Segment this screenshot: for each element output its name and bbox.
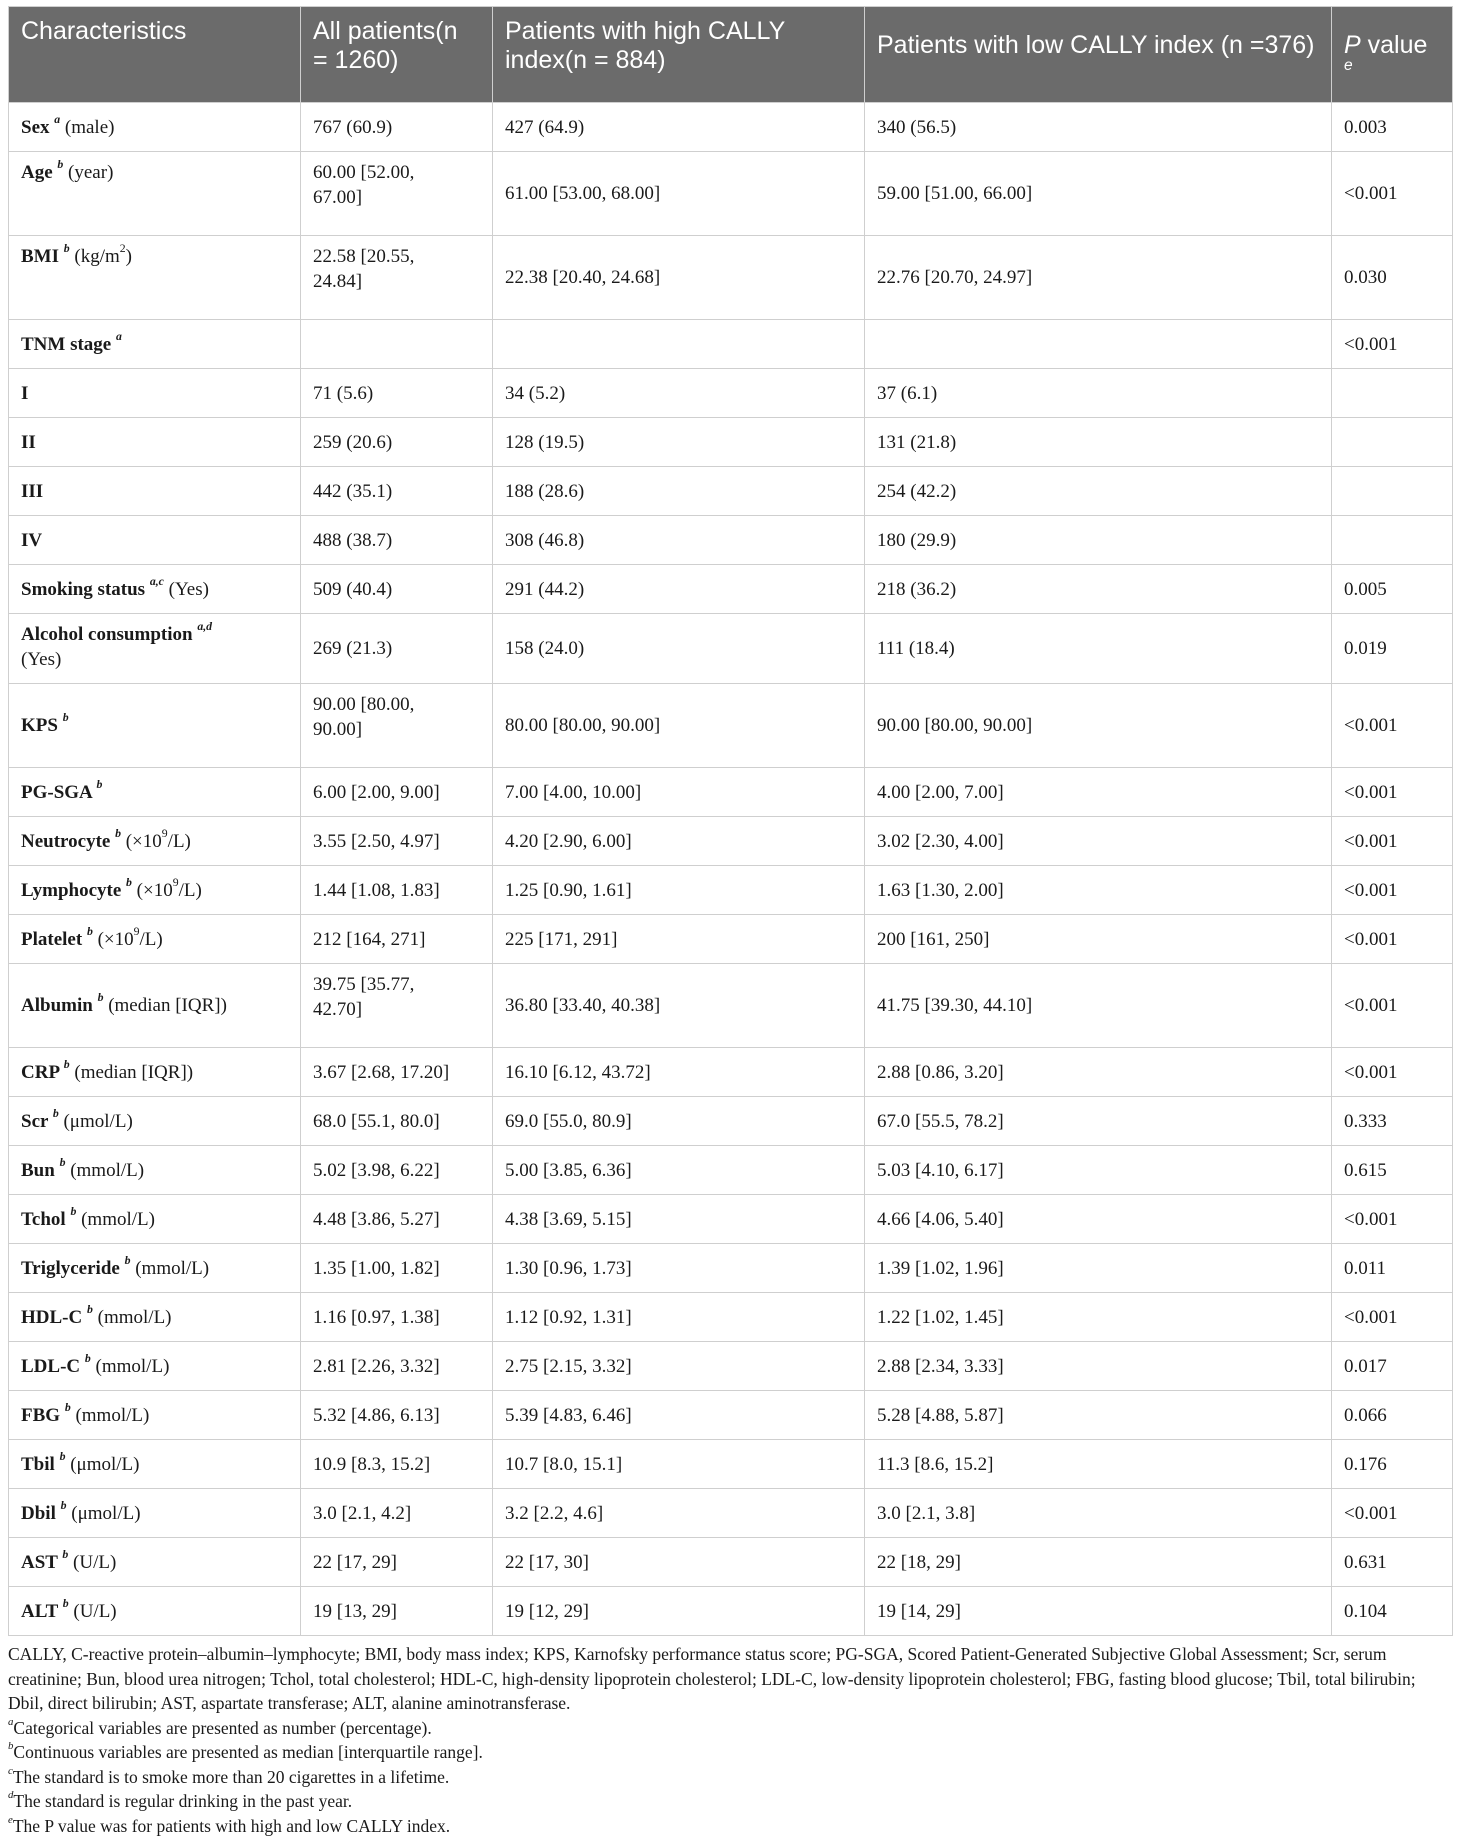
cell-all-patients: 22.58 [20.55, 24.84] bbox=[301, 236, 493, 320]
cell-low-cally: 22 [18, 29] bbox=[865, 1538, 1332, 1587]
cell-p-value: <0.001 bbox=[1332, 964, 1453, 1048]
cell-high-cally: 1.25 [0.90, 1.61] bbox=[493, 866, 865, 915]
abbreviations-note: CALLY, C-reactive protein–albumin–lymphocyte; BMI, body mass index; KPS, Karnofsky performance status score; PG-SGA, Scored Patient-Generated Subjective Global Assessment; Scr, serum creatinine; Bun, blood urea nitrogen; Tchol, total cholesterol; HDL-C, high-density lipoprotein cholesterol; LDL-C, low-density lipoprotein cholesterol; FBG, fasting blood glucose; Tbil, total bilirubin; Dbil, direct bilirubin; AST, aspartate transferase; ALT, alanine aminotransferase. bbox=[8, 1642, 1452, 1716]
cell-all-patients: 5.32 [4.86, 6.13] bbox=[301, 1391, 493, 1440]
cell-all-patients: 488 (38.7) bbox=[301, 516, 493, 565]
cell-low-cally: 41.75 [39.30, 44.10] bbox=[865, 964, 1332, 1048]
cell-high-cally: 4.38 [3.69, 5.15] bbox=[493, 1195, 865, 1244]
cell-p-value bbox=[1332, 516, 1453, 565]
cell-all-patients: 68.0 [55.1, 80.0] bbox=[301, 1097, 493, 1146]
cell-p-value: 0.003 bbox=[1332, 103, 1453, 152]
footnote-d: $^d$The standard is regular drinking in the past year. bbox=[8, 1789, 1452, 1814]
cell-characteristic: Alcohol consumption $^{a,d}$ (Yes) bbox=[9, 614, 301, 684]
cell-low-cally: 22.76 [20.70, 24.97] bbox=[865, 236, 1332, 320]
cell-p-value: <0.001 bbox=[1332, 1293, 1453, 1342]
cell-all-patients: 1.16 [0.97, 1.38] bbox=[301, 1293, 493, 1342]
table-row bbox=[9, 1244, 1453, 1293]
cell-high-cally: 19 [12, 29] bbox=[493, 1587, 865, 1636]
cell-characteristic: Age $^b$ (year) bbox=[9, 152, 301, 236]
cell-high-cally: 2.75 [2.15, 3.32] bbox=[493, 1342, 865, 1391]
cell-low-cally: 11.3 [8.6, 15.2] bbox=[865, 1440, 1332, 1489]
table-row bbox=[9, 320, 1453, 369]
cell-p-value: 0.005 bbox=[1332, 565, 1453, 614]
cell-high-cally: 291 (44.2) bbox=[493, 565, 865, 614]
table-row bbox=[9, 1440, 1453, 1489]
cell-p-value: <0.001 bbox=[1332, 1195, 1453, 1244]
cell-high-cally: 22.38 [20.40, 24.68] bbox=[493, 236, 865, 320]
cell-characteristic: IV bbox=[9, 516, 301, 565]
table-row bbox=[9, 103, 1453, 152]
cell-p-value: <0.001 bbox=[1332, 320, 1453, 369]
cell-low-cally: 218 (36.2) bbox=[865, 565, 1332, 614]
cell-all-patients: 60.00 [52.00, 67.00] bbox=[301, 152, 493, 236]
cell-p-value: 0.176 bbox=[1332, 1440, 1453, 1489]
cell-p-value: <0.001 bbox=[1332, 1048, 1453, 1097]
table-row bbox=[9, 1342, 1453, 1391]
cell-characteristic: III bbox=[9, 467, 301, 516]
footnote-c: $^c$The standard is to smoke more than 20 cigarettes in a lifetime. bbox=[8, 1765, 1452, 1790]
cell-low-cally: 180 (29.9) bbox=[865, 516, 1332, 565]
cell-low-cally: 2.88 [2.34, 3.33] bbox=[865, 1342, 1332, 1391]
cell-all-patients: 10.9 [8.3, 15.2] bbox=[301, 1440, 493, 1489]
cell-p-value: <0.001 bbox=[1332, 1489, 1453, 1538]
cell-p-value: <0.001 bbox=[1332, 684, 1453, 768]
cell-all-patients: 442 (35.1) bbox=[301, 467, 493, 516]
cell-all-patients: 39.75 [35.77, 42.70] bbox=[301, 964, 493, 1048]
cell-characteristic: KPS $^b$ bbox=[9, 684, 301, 768]
table-container bbox=[8, 6, 1452, 1838]
table-row bbox=[9, 516, 1453, 565]
cell-low-cally: 200 [161, 250] bbox=[865, 915, 1332, 964]
cell-p-value bbox=[1332, 467, 1453, 516]
cell-p-value: 0.631 bbox=[1332, 1538, 1453, 1587]
cell-high-cally: 1.30 [0.96, 1.73] bbox=[493, 1244, 865, 1293]
cell-all-patients: 212 [164, 271] bbox=[301, 915, 493, 964]
table-row bbox=[9, 467, 1453, 516]
cell-p-value: 0.615 bbox=[1332, 1146, 1453, 1195]
header-low-cally: Patients with low CALLY index (n =376) bbox=[865, 7, 1332, 103]
cell-high-cally: 80.00 [80.00, 90.00] bbox=[493, 684, 865, 768]
cell-p-value: 0.030 bbox=[1332, 236, 1453, 320]
table-row bbox=[9, 1391, 1453, 1440]
cell-high-cally: 5.39 [4.83, 6.46] bbox=[493, 1391, 865, 1440]
cell-all-patients: 3.55 [2.50, 4.97] bbox=[301, 817, 493, 866]
cell-high-cally: 308 (46.8) bbox=[493, 516, 865, 565]
table-row bbox=[9, 768, 1453, 817]
cell-high-cally: 10.7 [8.0, 15.1] bbox=[493, 1440, 865, 1489]
cell-low-cally: 67.0 [55.5, 78.2] bbox=[865, 1097, 1332, 1146]
table-row bbox=[9, 1048, 1453, 1097]
cell-high-cally: 188 (28.6) bbox=[493, 467, 865, 516]
cell-all-patients: 1.44 [1.08, 1.83] bbox=[301, 866, 493, 915]
cell-characteristic: PG-SGA $^b$ bbox=[9, 768, 301, 817]
cell-high-cally: 5.00 [3.85, 6.36] bbox=[493, 1146, 865, 1195]
cell-all-patients: 90.00 [80.00, 90.00] bbox=[301, 684, 493, 768]
cell-characteristic: BMI $^b$ $(kg/m^2)$ bbox=[9, 236, 301, 320]
cell-all-patients: 6.00 [2.00, 9.00] bbox=[301, 768, 493, 817]
cell-low-cally bbox=[865, 320, 1332, 369]
cell-all-patients: 269 (21.3) bbox=[301, 614, 493, 684]
cell-all-patients: 3.0 [2.1, 4.2] bbox=[301, 1489, 493, 1538]
footnote-e: $^e$The P value was for patients with high and low CALLY index. bbox=[8, 1814, 1452, 1838]
cell-low-cally: 59.00 [51.00, 66.00] bbox=[865, 152, 1332, 236]
cell-high-cally bbox=[493, 320, 865, 369]
cell-characteristic: CRP $^b$ (median [IQR]) bbox=[9, 1048, 301, 1097]
header-p-value: P value $^e$ bbox=[1332, 7, 1453, 103]
cell-low-cally: 4.00 [2.00, 7.00] bbox=[865, 768, 1332, 817]
cell-characteristic: Neutrocyte $^b$ $(\times 10^9/L)$ bbox=[9, 817, 301, 866]
cell-all-patients: 5.02 [3.98, 6.22] bbox=[301, 1146, 493, 1195]
cell-characteristic: Albumin $^b$ (median [IQR]) bbox=[9, 964, 301, 1048]
cell-low-cally: 19 [14, 29] bbox=[865, 1587, 1332, 1636]
cell-p-value: 0.017 bbox=[1332, 1342, 1453, 1391]
cell-high-cally: 16.10 [6.12, 43.72] bbox=[493, 1048, 865, 1097]
cell-high-cally: 7.00 [4.00, 10.00] bbox=[493, 768, 865, 817]
table-row bbox=[9, 1587, 1453, 1636]
cell-characteristic: Tchol $^b$ (mmol/L) bbox=[9, 1195, 301, 1244]
cell-p-value: 0.019 bbox=[1332, 614, 1453, 684]
table-row bbox=[9, 1146, 1453, 1195]
cell-high-cally: 158 (24.0) bbox=[493, 614, 865, 684]
cell-low-cally: 5.03 [4.10, 6.17] bbox=[865, 1146, 1332, 1195]
cell-all-patients: 509 (40.4) bbox=[301, 565, 493, 614]
cell-low-cally: 5.28 [4.88, 5.87] bbox=[865, 1391, 1332, 1440]
cell-characteristic: Lymphocyte $^b$ $(\times 10^9/L)$ bbox=[9, 866, 301, 915]
cell-low-cally: 3.0 [2.1, 3.8] bbox=[865, 1489, 1332, 1538]
cell-low-cally: 131 (21.8) bbox=[865, 418, 1332, 467]
cell-characteristic: TNM stage $^a$ bbox=[9, 320, 301, 369]
cell-characteristic: ALT $^b$ (U/L) bbox=[9, 1587, 301, 1636]
cell-high-cally: 225 [171, 291] bbox=[493, 915, 865, 964]
cell-characteristic: LDL-C $^b$ (mmol/L) bbox=[9, 1342, 301, 1391]
cell-all-patients: 4.48 [3.86, 5.27] bbox=[301, 1195, 493, 1244]
cell-all-patients: 1.35 [1.00, 1.82] bbox=[301, 1244, 493, 1293]
cell-all-patients: 22 [17, 29] bbox=[301, 1538, 493, 1587]
cell-characteristic: Triglyceride $^b$ (mmol/L) bbox=[9, 1244, 301, 1293]
table-row bbox=[9, 1195, 1453, 1244]
cell-high-cally: 427 (64.9) bbox=[493, 103, 865, 152]
cell-low-cally: 111 (18.4) bbox=[865, 614, 1332, 684]
cell-characteristic: Tbil $^b$ (μmol/L) bbox=[9, 1440, 301, 1489]
table-row bbox=[9, 1097, 1453, 1146]
cell-high-cally: 3.2 [2.2, 4.6] bbox=[493, 1489, 865, 1538]
cell-characteristic: FBG $^b$ (mmol/L) bbox=[9, 1391, 301, 1440]
cell-low-cally: 3.02 [2.30, 4.00] bbox=[865, 817, 1332, 866]
table-row bbox=[9, 369, 1453, 418]
cell-low-cally: 90.00 [80.00, 90.00] bbox=[865, 684, 1332, 768]
cell-characteristic: AST $^b$ (U/L) bbox=[9, 1538, 301, 1587]
cell-high-cally: 1.12 [0.92, 1.31] bbox=[493, 1293, 865, 1342]
cell-p-value: 0.011 bbox=[1332, 1244, 1453, 1293]
header-high-cally: Patients with high CALLY index(n = 884) bbox=[493, 7, 865, 103]
cell-p-value bbox=[1332, 369, 1453, 418]
cell-low-cally: 1.39 [1.02, 1.96] bbox=[865, 1244, 1332, 1293]
table-row bbox=[9, 236, 1453, 320]
cell-p-value: 0.333 bbox=[1332, 1097, 1453, 1146]
table-row bbox=[9, 1293, 1453, 1342]
cell-all-patients: 767 (60.9) bbox=[301, 103, 493, 152]
table-row bbox=[9, 866, 1453, 915]
header-characteristics: Characteristics bbox=[9, 7, 301, 103]
cell-low-cally: 1.22 [1.02, 1.45] bbox=[865, 1293, 1332, 1342]
cell-characteristic: Sex $^a$ (male) bbox=[9, 103, 301, 152]
cell-high-cally: 61.00 [53.00, 68.00] bbox=[493, 152, 865, 236]
cell-all-patients: 2.81 [2.26, 3.32] bbox=[301, 1342, 493, 1391]
cell-all-patients: 259 (20.6) bbox=[301, 418, 493, 467]
cell-characteristic: Scr $^b$ (μmol/L) bbox=[9, 1097, 301, 1146]
cell-low-cally: 254 (42.2) bbox=[865, 467, 1332, 516]
table-header bbox=[9, 7, 1453, 103]
cell-high-cally: 4.20 [2.90, 6.00] bbox=[493, 817, 865, 866]
characteristics-table bbox=[8, 6, 1453, 1636]
cell-high-cally: 128 (19.5) bbox=[493, 418, 865, 467]
table-row bbox=[9, 565, 1453, 614]
cell-p-value: <0.001 bbox=[1332, 768, 1453, 817]
cell-low-cally: 37 (6.1) bbox=[865, 369, 1332, 418]
cell-low-cally: 4.66 [4.06, 5.40] bbox=[865, 1195, 1332, 1244]
cell-high-cally: 22 [17, 30] bbox=[493, 1538, 865, 1587]
cell-characteristic: Smoking status $^{a,c}$ (Yes) bbox=[9, 565, 301, 614]
header-all-patients: All patients(n = 1260) bbox=[301, 7, 493, 103]
cell-characteristic: Platelet $^b$ $(\times 10^9/L)$ bbox=[9, 915, 301, 964]
cell-p-value: 0.104 bbox=[1332, 1587, 1453, 1636]
cell-low-cally: 340 (56.5) bbox=[865, 103, 1332, 152]
cell-p-value: <0.001 bbox=[1332, 866, 1453, 915]
cell-all-patients bbox=[301, 320, 493, 369]
table-row bbox=[9, 1489, 1453, 1538]
cell-p-value bbox=[1332, 418, 1453, 467]
table-row bbox=[9, 915, 1453, 964]
cell-characteristic: HDL-C $^b$ (mmol/L) bbox=[9, 1293, 301, 1342]
table-row bbox=[9, 684, 1453, 768]
cell-high-cally: 69.0 [55.0, 80.9] bbox=[493, 1097, 865, 1146]
cell-characteristic: II bbox=[9, 418, 301, 467]
cell-high-cally: 36.80 [33.40, 40.38] bbox=[493, 964, 865, 1048]
cell-p-value: 0.066 bbox=[1332, 1391, 1453, 1440]
cell-characteristic: I bbox=[9, 369, 301, 418]
cell-all-patients: 71 (5.6) bbox=[301, 369, 493, 418]
cell-all-patients: 3.67 [2.68, 17.20] bbox=[301, 1048, 493, 1097]
cell-low-cally: 1.63 [1.30, 2.00] bbox=[865, 866, 1332, 915]
cell-high-cally: 34 (5.2) bbox=[493, 369, 865, 418]
table-row bbox=[9, 418, 1453, 467]
table-row bbox=[9, 152, 1453, 236]
cell-p-value: <0.001 bbox=[1332, 152, 1453, 236]
table-row bbox=[9, 817, 1453, 866]
table-row bbox=[9, 1538, 1453, 1587]
footnote-a: $^a$Categorical variables are presented as number (percentage). bbox=[8, 1716, 1452, 1741]
table-footnotes bbox=[8, 1642, 1452, 1838]
cell-p-value: <0.001 bbox=[1332, 817, 1453, 866]
cell-p-value: <0.001 bbox=[1332, 915, 1453, 964]
footnote-b: $^b$Continuous variables are presented as median [interquartile range]. bbox=[8, 1740, 1452, 1765]
cell-all-patients: 19 [13, 29] bbox=[301, 1587, 493, 1636]
table-row bbox=[9, 614, 1453, 684]
cell-characteristic: Dbil $^b$ (μmol/L) bbox=[9, 1489, 301, 1538]
cell-low-cally: 2.88 [0.86, 3.20] bbox=[865, 1048, 1332, 1097]
cell-characteristic: Bun $^b$ (mmol/L) bbox=[9, 1146, 301, 1195]
table-row bbox=[9, 964, 1453, 1048]
